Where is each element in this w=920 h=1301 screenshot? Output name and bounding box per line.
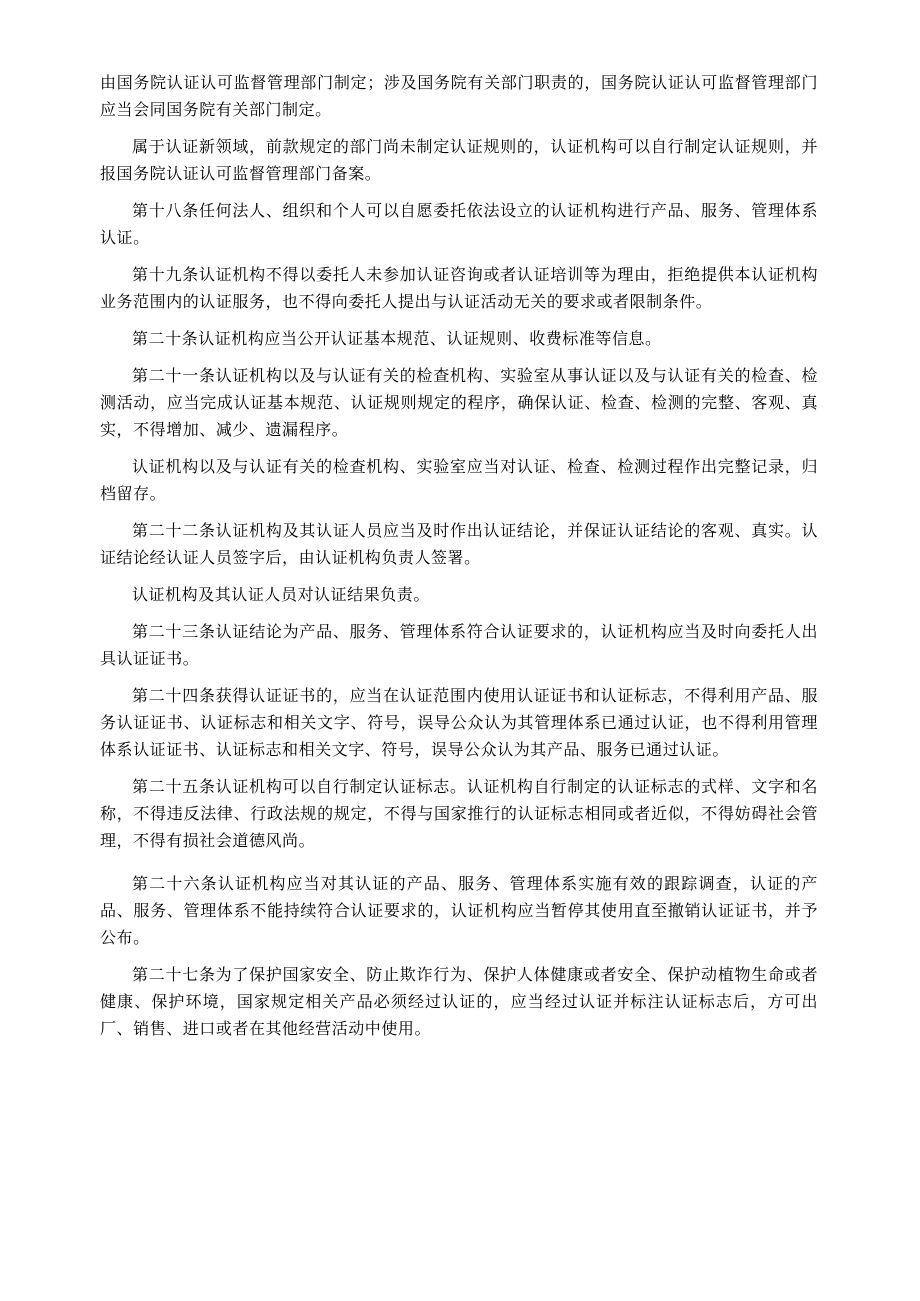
paragraph: 属于认证新领域，前款规定的部门尚未制定认证规则的，认证机构可以自行制定认证规则，并报国务院认证认可监督管理部门备案。 bbox=[100, 137, 818, 183]
paragraph: 第二十四条获得认证证书的，应当在认证范围内使用认证证书和认证标志，不得利用产品、服务认证证书、认证标志和相关文字、符号，误导公众认为其管理体系已通过认证，也不得利用管理体系认证证书、认证标志和相关文字、符号，误导公众认为其产品、服务已通过认证。 bbox=[100, 686, 818, 759]
paragraph: 第二十七条为了保护国家安全、防止欺诈行为、保护人体健康或者安全、保护动植物生命或者健康、保护环境，国家规定相关产品必须经过认证的，应当经过认证并标注认证标志后，方可出厂、销售、进口或者在其他经营活动中使用。 bbox=[100, 965, 818, 1038]
paragraph: 由国务院认证认可监督管理部门制定；涉及国务院有关部门职责的，国务院认证认可监督管理部门应当会同国务院有关部门制定。 bbox=[100, 73, 818, 119]
paragraph: 第二十六条认证机构应当对其认证的产品、服务、管理体系实施有效的跟踪调查，认证的产品、服务、管理体系不能持续符合认证要求的，认证机构应当暂停其使用直至撤销认证证书，并予公布。 bbox=[100, 874, 818, 947]
paragraph: 第十九条认证机构不得以委托人未参加认证咨询或者认证培训等为理由，拒绝提供本认证机构业务范围内的认证服务，也不得向委托人提出与认证活动无关的要求或者限制条件。 bbox=[100, 265, 818, 311]
paragraph: 第二十三条认证结论为产品、服务、管理体系符合认证要求的，认证机构应当及时向委托人出具认证证书。 bbox=[100, 622, 818, 668]
paragraph: 第二十二条认证机构及其认证人员应当及时作出认证结论，并保证认证结论的客观、真实。认证结论经认证人员签字后，由认证机构负责人签署。 bbox=[100, 521, 818, 567]
paragraph: 第二十五条认证机构可以自行制定认证标志。认证机构自行制定的认证标志的式样、文字和名称，不得违反法律、行政法规的规定，不得与国家推行的认证标志相同或者近似，不得妨碍社会管理，不得有损社会道德风尚。 bbox=[100, 777, 818, 850]
paragraph: 认证机构及其认证人员对认证结果负责。 bbox=[132, 585, 430, 604]
paragraph: 认证机构以及与认证有关的检查机构、实验室应当对认证、检查、检测过程作出完整记录，归档留存。 bbox=[100, 457, 818, 503]
paragraph: 第二十条认证机构应当公开认证基本规范、认证规则、收费标准等信息。 bbox=[132, 329, 662, 348]
paragraph: 第二十一条认证机构以及与认证有关的检查机构、实验室从事认证以及与认证有关的检查、检测活动，应当完成认证基本规范、认证规则规定的程序，确保认证、检查、检测的完整、客观、真实，不得增加、减少、遗漏程序。 bbox=[100, 366, 818, 439]
document-body bbox=[100, 69, 818, 1052]
paragraph: 第十八条任何法人、组织和个人可以自愿委托依法设立的认证机构进行产品、服务、管理体系认证。 bbox=[100, 201, 818, 247]
